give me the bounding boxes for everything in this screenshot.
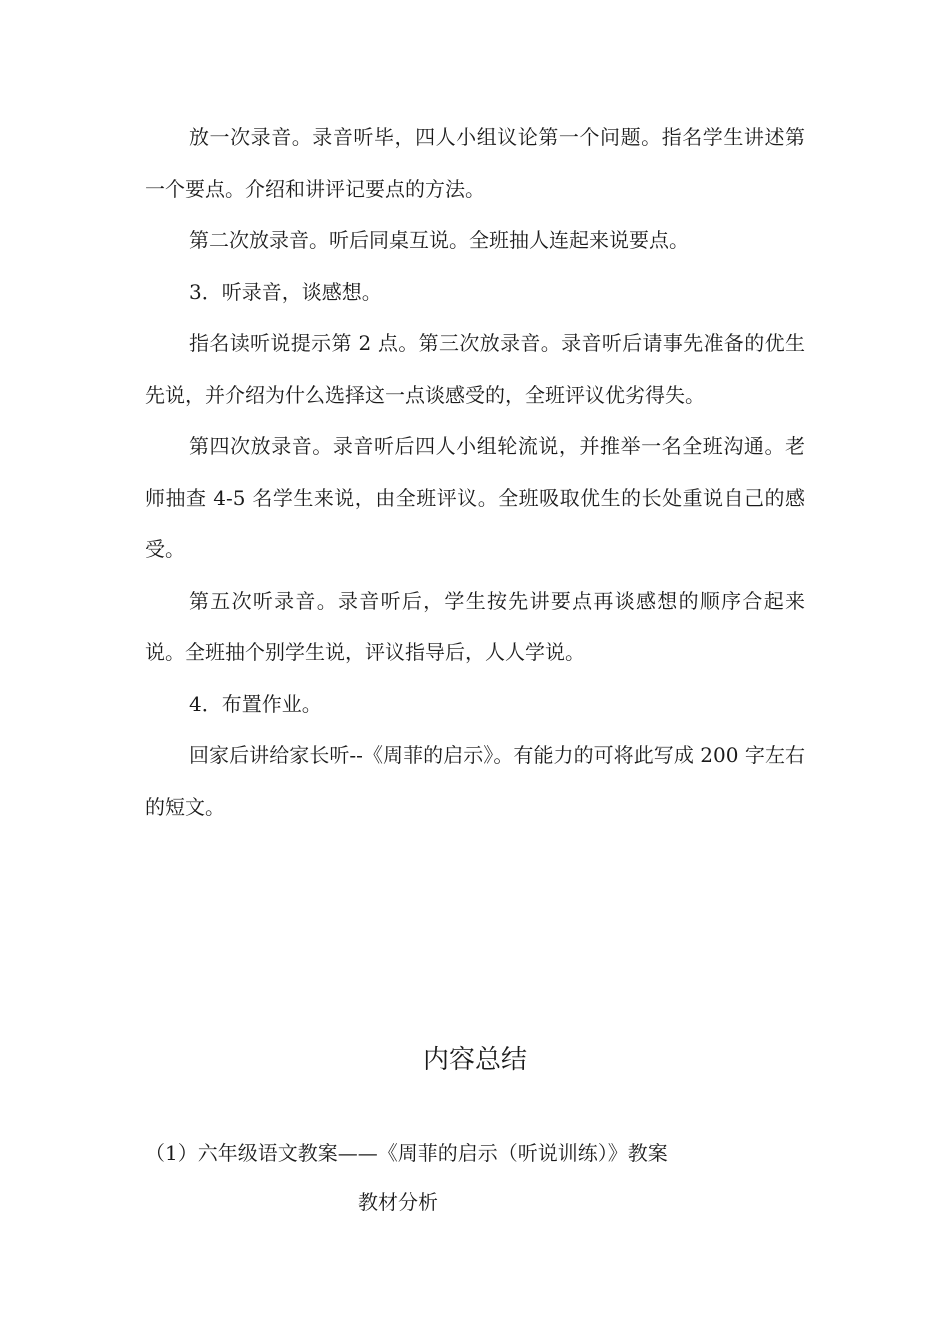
paragraph: 放一次录音。录音听毕，四人小组议论第一个问题。指名学生讲述第一个要点。介绍和讲评记要点的方法。 [145,125,805,201]
paragraph: 回家后讲给家长听--《周菲的启示》。有能力的可将此写成 200 字左右的短文。 [145,743,805,819]
summary-title: 内容总结 [422,1045,527,1075]
summary-line: （1）六年级语文教案——《周菲的启示（听说训练）》教案 [145,1141,668,1165]
summary-subheading: 教材分析 [358,1190,438,1214]
paragraph: 第五次听录音。录音听后，学生按先讲要点再谈感想的顺序合起来说。全班抽个别学生说，评议指导后，人人学说。 [145,588,805,664]
paragraph: 第二次放录音。听后同桌互说。全班抽人连起来说要点。 [189,228,689,252]
paragraph: 指名读听说提示第 2 点。第三次放录音。录音听后请事先准备的优生先说，并介绍为什么选择这一点谈感受的，全班评议优劣得失。 [145,331,805,407]
paragraph: 4．布置作业。 [189,691,322,716]
paragraph: 第四次放录音。录音听后四人小组轮流说，并推举一名全班沟通。老师抽查 4-5 名学生来说，由全班评议。全班吸取优生的长处重说自己的感受。 [145,434,805,561]
paragraph: 3．听录音，谈感想。 [189,279,382,304]
body-text [145,112,805,833]
